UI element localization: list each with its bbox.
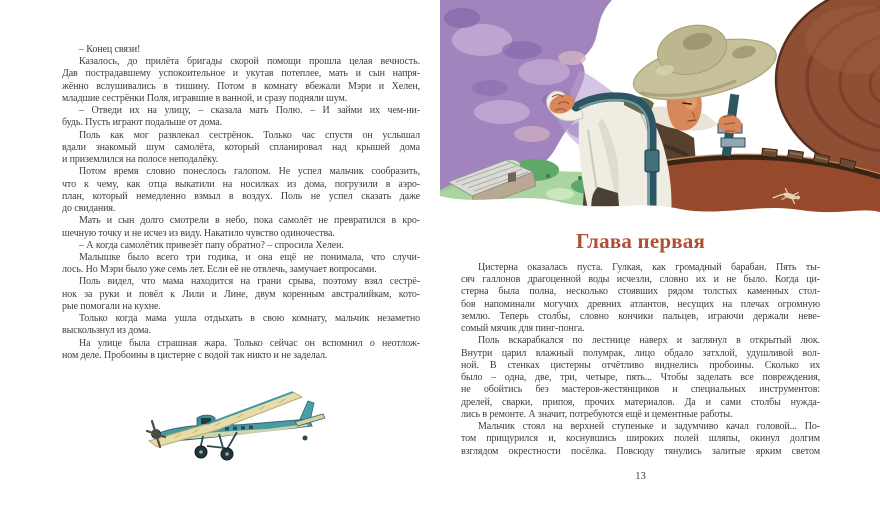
text-line: Дав пострадавшему успокоительное и укутав потеплее, мать и сын напря- (62, 68, 420, 80)
text-line: что к чему, как отца выкатили на носилках из дома, погрузили в аэро- (62, 178, 420, 190)
text-line: было – одна, две, три, четыре, пять... Чтобы заделать все повреждения, (461, 372, 820, 384)
text-line: Поль видел, что мама находится на грани срыва, поэтому взял сестрё- (79, 276, 420, 288)
right-text-block (461, 262, 820, 458)
text-line: – Отведи их на улицу, – сказала мать Полю. – И займи их чем-ни- (79, 105, 420, 117)
left-text-block (62, 44, 420, 362)
text-line: план, который немедленно взмыл в воздух. Поль не успел сказать даже (62, 190, 420, 202)
text-line: – А когда самолётик привезёт папу обратно? – спросила Хелен. (79, 239, 344, 251)
text-line: землю. Теперь столбы, словно кончики пальцев, играючи держали неве- (461, 310, 820, 322)
airplane-illustration (145, 388, 335, 463)
text-line: жённо вслушивались в тишину. Потом в комнату вбежали Мэри и Хелен, (62, 80, 420, 92)
chapter-heading: Глава первая (575, 229, 706, 253)
text-line: до свидания. (62, 203, 116, 215)
text-line: стерна была полна, несколько стоявших рядом толстых каменных стол- (461, 286, 820, 298)
hat (623, 8, 781, 111)
text-line: Внутри царил влажный полумрак, лицо обдало затхлой, удушливой вол- (461, 347, 820, 359)
text-line: сомый мячик для пинг-понга. (461, 323, 585, 335)
text-line: Поль как мог развлекал сестрёнок. Только час спустя он услышал (79, 129, 420, 141)
text-line: Казалось, до прилёта бригады скорой помощи прошла целая вечность. (79, 56, 420, 68)
text-line: Мать и сын долго смотрели в небо, пока самолёт не превратился в кро- (79, 215, 420, 227)
text-line: не обойтись без мастеров-жестянщиков и специальных инструментов: (461, 384, 820, 396)
right-page (440, 0, 880, 530)
text-line: Малышке было всего три годика, и она ещё не понимала, что случи- (79, 251, 420, 263)
cistern-scene-illustration (440, 0, 880, 218)
text-line: выскользнул из дома. (62, 325, 151, 337)
text-line: бов напоминали могучих древних атлантов, несущих на плечах огромную (461, 298, 820, 310)
text-line: Потом время словно понеслось галопом. Не успел мальчик сообразить, (79, 166, 420, 178)
text-line: ной. В стенках цистерны отчётливо виднелись пробоины. Сколько их (461, 359, 820, 371)
text-line: будь. Пусть играют подальше от дома. (62, 117, 223, 129)
text-line: вдали знакомый шум самолёта, который спланировал над крышей дома (62, 141, 420, 153)
text-line: ном деле. Пробоины в цистерне с водой так никто и не заделал. (62, 349, 328, 361)
text-line: Поль вскарабкался по лестнице наверх и заглянул в открытый люк. (478, 335, 820, 347)
page-number: 13 (635, 471, 646, 482)
brown-tank (776, 0, 880, 176)
text-line: Только когда мама ушла отдыхать в свою комнату, мальчик незаметно (79, 313, 420, 325)
text-line: рые помогали на кухне. (62, 300, 161, 312)
text-line: том прищурился и, коснувшись широких полей шляпы, окинул долгим (461, 433, 820, 445)
text-line: Цистерна оказалась пуста. Гулкая, как громадный барабан. Пять ты- (478, 262, 820, 273)
text-line: лось. Но Мэри было уже семь лет. Если её не отвлечь, замучает вопросами. (62, 264, 377, 276)
text-line: дрелей, сварки, припоя, прочих материалов. Да и сами столбы нужда- (461, 396, 820, 408)
text-line: и приземлился на полосе неподалёку. (62, 154, 219, 166)
text-line: шечную точку и не исчез из виду. Накатило чувство одиночества. (62, 227, 335, 239)
text-line: взглядом окрестности посёлка. Повсюду тянулись залитые ярким светом (461, 445, 820, 457)
text-line: нок за руки и повёл к Лили и Лине, двум коренным австралийкам, кото- (62, 288, 420, 300)
text-line: На улице была страшная жара. Только сейчас он вспомнил о неотлож- (79, 337, 420, 349)
text-line: лись в ремонте. А значит, потребуются ещё и цементные работы. (461, 408, 733, 420)
text-line: сяч галлонов драгоценной воды исчезли, словно их и не было. Когда ци- (461, 274, 820, 286)
text-line: – Конец связи! (79, 44, 141, 55)
text-line: младшие сестрёнки Поля, игравшие в ванной, и сразу подняли шум. (62, 92, 348, 104)
airplane-icon (147, 392, 325, 460)
text-line: Мальчик стоял на верхней ступеньке и задумчиво качал головой... По- (478, 421, 820, 433)
